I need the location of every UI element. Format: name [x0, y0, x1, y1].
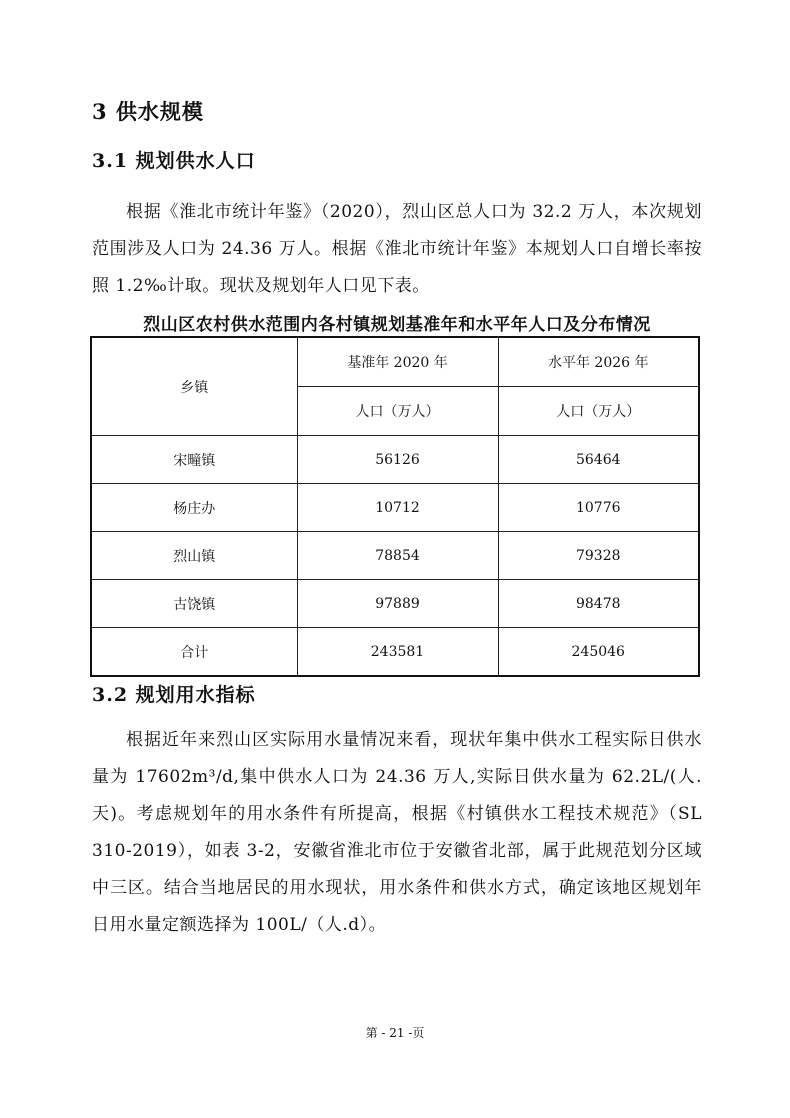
- population-table: [90, 336, 700, 677]
- header-level-year: 水平年 2026 年: [498, 337, 699, 387]
- table-total-row: [91, 628, 699, 677]
- town-cell: 宋疃镇: [91, 436, 297, 484]
- level-cell: 79328: [498, 532, 699, 580]
- table-row: [91, 532, 699, 580]
- table-row: [91, 580, 699, 628]
- subsection-heading-population: 3.1 规划供水人口: [92, 150, 256, 172]
- base-cell: 78854: [297, 532, 498, 580]
- header-base-year: 基准年 2020 年: [297, 337, 498, 387]
- table-header-row: [91, 337, 699, 387]
- water-index-paragraph-text: 根据近年来烈山区实际用水量情况来看，现状年集中供水工程实际日供水量为 17602m³/d,集中供水人口为 24.36 万人,实际日供水量为 62.2L/(人.天)。考虑规划年的用水条件有所提高，根据《村镇供水工程技术规范》（SL 310-2019），如表 3-2，安徽省淮北市位于安徽省北部，属于此规范划分区域中三区。结合当地居民的用水现状，用水条件和供水方式，确定该地区规划年日用水量定额选择为 100L/（人.d）。: [92, 730, 702, 935]
- town-cell: 杨庄办: [91, 484, 297, 532]
- base-cell: 10712: [297, 484, 498, 532]
- water-index-paragraph: [92, 722, 702, 944]
- table-row: [91, 484, 699, 532]
- town-cell: 合计: [91, 628, 297, 677]
- table-caption: 烈山区农村供水范围内各村镇规划基准年和水平年人口及分布情况: [143, 315, 651, 335]
- page-number: 第 - 21 -页: [365, 1026, 425, 1040]
- unit-base: 人口（万人）: [297, 387, 498, 436]
- section-heading: 3 供水规模: [92, 99, 204, 124]
- header-town: 乡镇: [91, 337, 297, 436]
- base-cell: 97889: [297, 580, 498, 628]
- level-cell: 245046: [498, 628, 699, 677]
- town-cell: 烈山镇: [91, 532, 297, 580]
- base-cell: 56126: [297, 436, 498, 484]
- unit-level: 人口（万人）: [498, 387, 699, 436]
- town-cell: 古饶镇: [91, 580, 297, 628]
- level-cell: 10776: [498, 484, 699, 532]
- base-cell: 243581: [297, 628, 498, 677]
- population-paragraph-text: 根据《淮北市统计年鉴》（2020），烈山区总人口为 32.2 万人，本次规划范围涉及人口为 24.36 万人。根据《淮北市统计年鉴》本规划人口自增长率按照 1.2‰计取。现状及规划年人口见下表。: [92, 202, 702, 296]
- subsection-heading-water-index: 3.2 规划用水指标: [92, 684, 256, 706]
- level-cell: 56464: [498, 436, 699, 484]
- population-paragraph: [92, 194, 702, 305]
- table-row: [91, 436, 699, 484]
- level-cell: 98478: [498, 580, 699, 628]
